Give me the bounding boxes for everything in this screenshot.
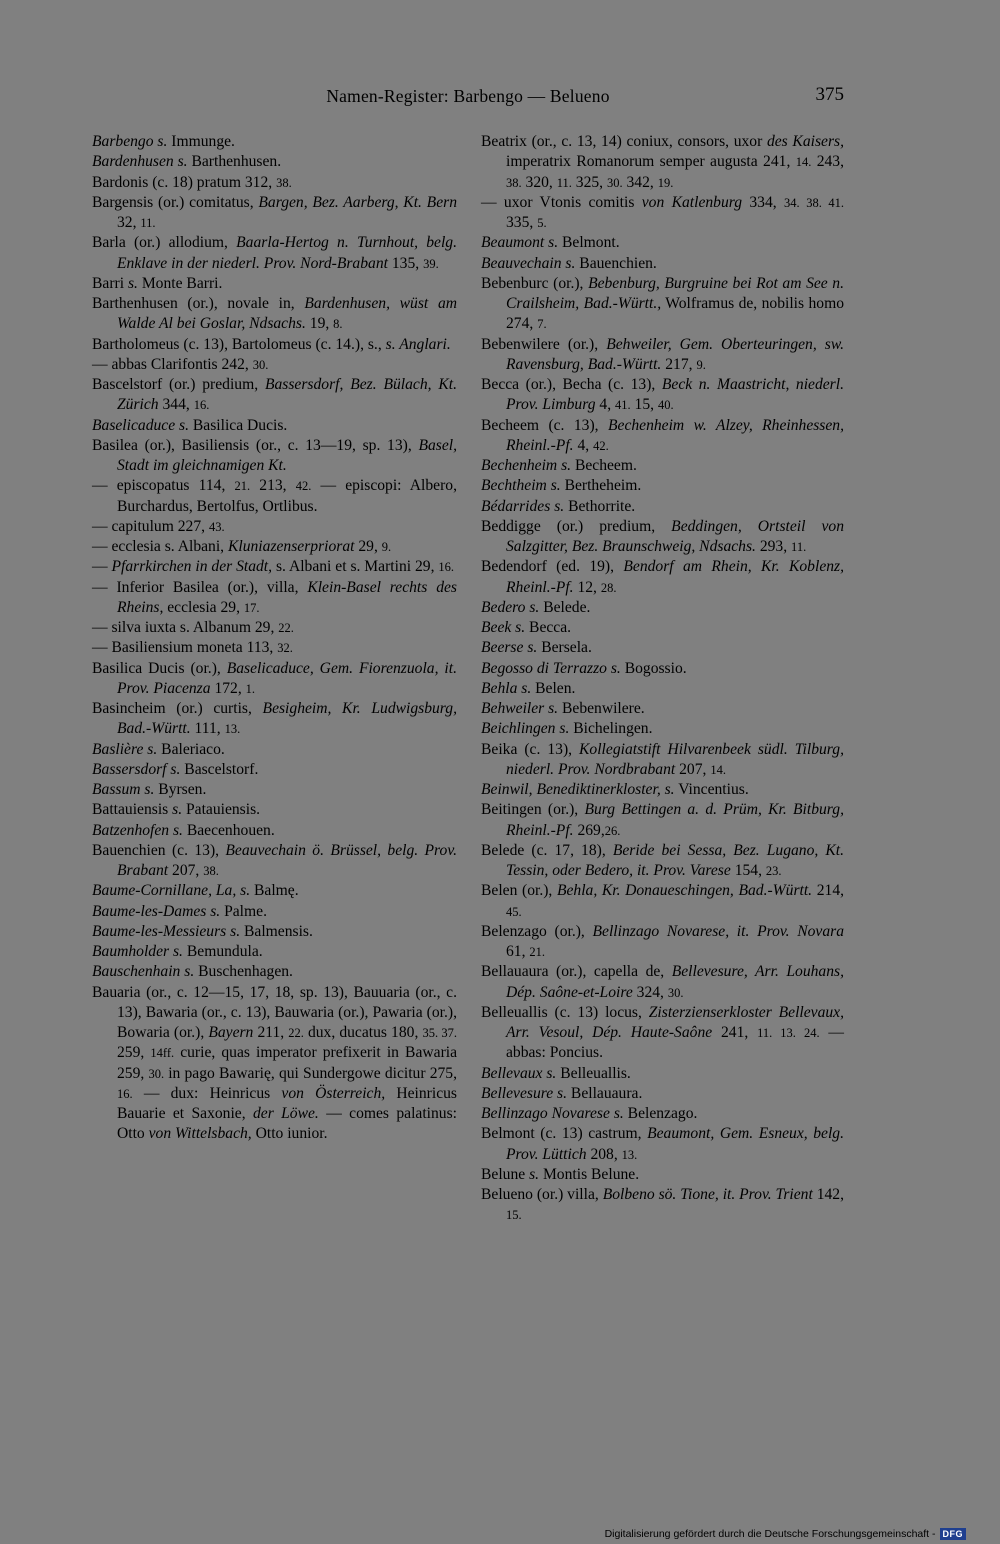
register-entry: — Pfarrkirchen in der Stadt, s. Albani et s. Martini 29, 16.	[92, 558, 454, 576]
register-entry: Batzenhofen s. Baecenhouen.	[92, 821, 275, 839]
register-entry: Baume-Cornillane, La, s. Balmę.	[92, 882, 299, 900]
register-entry: Bedendorf (ed. 19), Bendorf am Rhein, Kr. Koblenz, Rheinl.-Pf. 12, 28.	[481, 558, 844, 596]
page-header	[92, 84, 844, 110]
register-entry: Bechenheim s. Becheem.	[481, 457, 637, 474]
register-entry: Beatrix (or., c. 13, 14) coniux, consors, uxor des Kaisers, imperatrix Romanorum semper augusta 241, 14. 243, 38. 320, 11. 325, 30. 342, 19.	[481, 133, 845, 191]
register-entry: Baumholder s. Bemundula.	[92, 943, 263, 960]
register-entry: Belune s. Montis Belune.	[481, 1165, 640, 1183]
register-entry: Beek s. Becca.	[481, 619, 572, 636]
register-entry: Bebenwilere (or.), Behweiler, Gem. Oberteuringen, sw. Ravensburg, Bad.-Württ. 217, 9.	[481, 335, 844, 373]
register-entry: — Basiliensium moneta 113, 32.	[92, 639, 293, 657]
register-entry: Bauaria (or., c. 12—15, 17, 18, sp. 13), Bauuaria (or., c. 13), Bawaria (or., c. 13), Bauwaria (or.), Pawaria (or.), Bowaria (or.), Bayern 211, 22. dux, ducatus 180, 35. 37. 259, 14ff. curie, quas imperator prefixerit in Bawaria 259, 30. in pago Bawarię, qui Sundergowe dicitur 275, 16. — dux: Heinricus von Österreich, Heinricus Bauarie et Saxonie, der Löwe. — comes palatinus: Otto von Wittelsbach, Otto iunior.	[92, 983, 458, 1143]
register-entry: Begosso di Terrazzo s. Bogossio.	[481, 659, 687, 677]
register-entry: — abbas Clarifontis 242, 30.	[92, 355, 269, 373]
register-entry: Basincheim (or.) curtis, Besigheim, Kr. Ludwigsburg, Bad.-Württ. 111, 13.	[92, 700, 457, 738]
register-entry: Bellinzago Novarese s. Belenzago.	[481, 1105, 698, 1122]
page-title: Namen-Register: Barbengo — Belueno	[326, 86, 610, 106]
register-entry: Belen (or.), Behla, Kr. Donaueschingen, Bad.-Württ. 214, 45.	[481, 882, 845, 919]
register-entry: Beddigge (or.) predium, Beddingen, Ortsteil von Salzgitter, Bez. Braunschweig, Ndsachs. 293, 11.	[481, 517, 844, 555]
register-entry: Belueno (or.) villa, Bolbeno sö. Tione, it. Prov. Trient 142, 15.	[481, 1186, 844, 1223]
footer	[605, 1528, 966, 1540]
register-entry: Bardenhusen s. Barthenhusen.	[92, 153, 282, 171]
register-entry: Behweiler s. Bebenwilere.	[481, 700, 645, 717]
register-entry: Bechtheim s. Bertheheim.	[481, 477, 642, 495]
register-entry: Bédarrides s. Bethorrite.	[481, 497, 636, 515]
register-entry: Bauenchien (c. 13), Beauvechain ö. Brüssel, belg. Prov. Brabant 207, 38.	[92, 841, 457, 879]
register-entry: Beika (c. 13), Kollegiatstift Hilvarenbeek südl. Tilburg, niederl. Prov. Nordbrabant 207, 14.	[481, 740, 844, 778]
register-entry: Barbengo s. Immunge.	[92, 133, 235, 150]
register-entry: Beichlingen s. Bichelingen.	[481, 720, 653, 738]
register-entry: Basilica Ducis (or.), Baselicaduce, Gem. Fiorenzuola, it. Prov. Piacenza 172, 1.	[92, 659, 457, 697]
register-entry: Belede (c. 17, 18), Beride bei Sessa, Bez. Lugano, Kt. Tessin, oder Bedero, it. Prov. Varese 154, 23.	[481, 841, 845, 879]
register-entry: Basilea (or.), Basiliensis (or., c. 13—19, sp. 13), Basel, Stadt im gleichnamigen Kt.	[92, 436, 457, 474]
register-entry: Bedero s. Belede.	[481, 598, 591, 616]
register-entry: Belmont (c. 13) castrum, Beaumont, Gem. Esneux, belg. Prov. Lüttich 208, 13.	[481, 1125, 844, 1163]
register-entry: — capitulum 227, 43.	[92, 517, 225, 535]
register-entry: — ecclesia s. Albani, Kluniazenserpriorat 29, 9.	[92, 538, 392, 555]
register-entry: Beaumont s. Belmont.	[481, 234, 620, 252]
register-entry: Bartholomeus (c. 13), Bartolomeus (c. 14.), s., s. Anglari.	[92, 335, 451, 353]
register-entry: Barri s. Monte Barri.	[92, 274, 223, 292]
register-entry: — silva iuxta s. Albanum 29, 22.	[92, 619, 294, 636]
register-entry: Beerse s. Bersela.	[481, 639, 592, 657]
register-entry: Baume-les-Dames s. Palme.	[92, 902, 267, 920]
register-entry: Bellevesure s. Bellauaura.	[481, 1084, 643, 1102]
register-entry: — uxor Vtonis comitis von Katlenburg 334, 34. 38. 41. 335, 5.	[481, 193, 845, 231]
register-entry: Behla s. Belen.	[481, 679, 576, 697]
left-column	[92, 132, 457, 1145]
register-entry: Baselicaduce s. Basilica Ducis.	[92, 416, 288, 434]
register-entry: Bassum s. Byrsen.	[92, 781, 207, 798]
register-entry: Beinwil, Benediktinerkloster, s. Vincentius.	[481, 781, 749, 798]
register-entry: Bellauaura (or.), capella de, Bellevesure, Arr. Louhans, Dép. Saône-et-Loire 324, 30.	[481, 963, 844, 1001]
register-entry: Bardonis (c. 18) pratum 312, 38.	[92, 173, 292, 191]
register-entry: Beitingen (or.), Burg Bettingen a. d. Prüm, Kr. Bitburg, Rheinl.-Pf. 269,26.	[481, 801, 844, 839]
register-entry: Bargensis (or.) comitatus, Bargen, Bez. Aarberg, Kt. Bern 32, 11.	[92, 193, 457, 231]
register-entry: Barla (or.) allodium, Baarla-Hertog n. Turnhout, belg. Enklave in der niederl. Prov. Nord-Brabant 135, 39.	[92, 234, 458, 272]
register-entry: Bassersdorf s. Bascelstorf.	[92, 760, 259, 778]
register-entry: Bascelstorf (or.) predium, Bassersdorf, Bez. Bülach, Kt. Zürich 344, 16.	[92, 376, 457, 414]
footer-text: Digitalisierung gefördert durch die Deutsche Forschungsgemeinschaft -	[604, 1528, 936, 1540]
register-entry: Bauschenhain s. Buschenhagen.	[92, 963, 293, 981]
register-entry: — Inferior Basilea (or.), villa, Klein-Basel rechts des Rheins, ecclesia 29, 17.	[92, 578, 457, 616]
register-entry: Battauiensis s. Patauiensis.	[92, 801, 261, 819]
register-entry: Belleuallis (c. 13) locus, Zisterzienserkloster Bellevaux, Arr. Vesoul, Dép. Haute-Saône 241, 11. 13. 24. — abbas: Poncius.	[481, 1003, 844, 1062]
register-entry: Baume-les-Messieurs s. Balmensis.	[92, 922, 313, 940]
register-entry: Belenzago (or.), Bellinzago Novarese, it. Prov. Novara 61, 21.	[481, 922, 845, 960]
register-entry: Baslière s. Baleriaco.	[92, 740, 225, 758]
dfg-logo-icon: DFG	[940, 1528, 967, 1540]
register-entry: Bebenburc (or.), Bebenburg, Burgruine bei Rot am See n. Crailsheim, Bad.-Württ., Wolframus de, nobilis homo 274, 7.	[481, 274, 844, 333]
right-column	[481, 132, 844, 1226]
page-number: 375	[815, 84, 844, 105]
register-entry: — episcopatus 114, 21. 213, 42. — episcopi: Albero, Burchardus, Bertolfus, Ortlibus.	[92, 477, 457, 515]
register-entry: Beauvechain s. Bauenchien.	[481, 254, 657, 272]
register-entry: Becheem (c. 13), Bechenheim w. Alzey, Rheinhessen, Rheinl.-Pf. 4, 42.	[481, 416, 844, 454]
register-entry: Becca (or.), Becha (c. 13), Beck n. Maastricht, niederl. Prov. Limburg 4, 41. 15, 40.	[481, 376, 844, 414]
register-entry: Bellevaux s. Belleuallis.	[481, 1064, 631, 1082]
register-entry: Barthenhusen (or.), novale in, Bardenhusen, wüst am Walde Al bei Goslar, Ndsachs. 19, 8.	[92, 295, 457, 333]
